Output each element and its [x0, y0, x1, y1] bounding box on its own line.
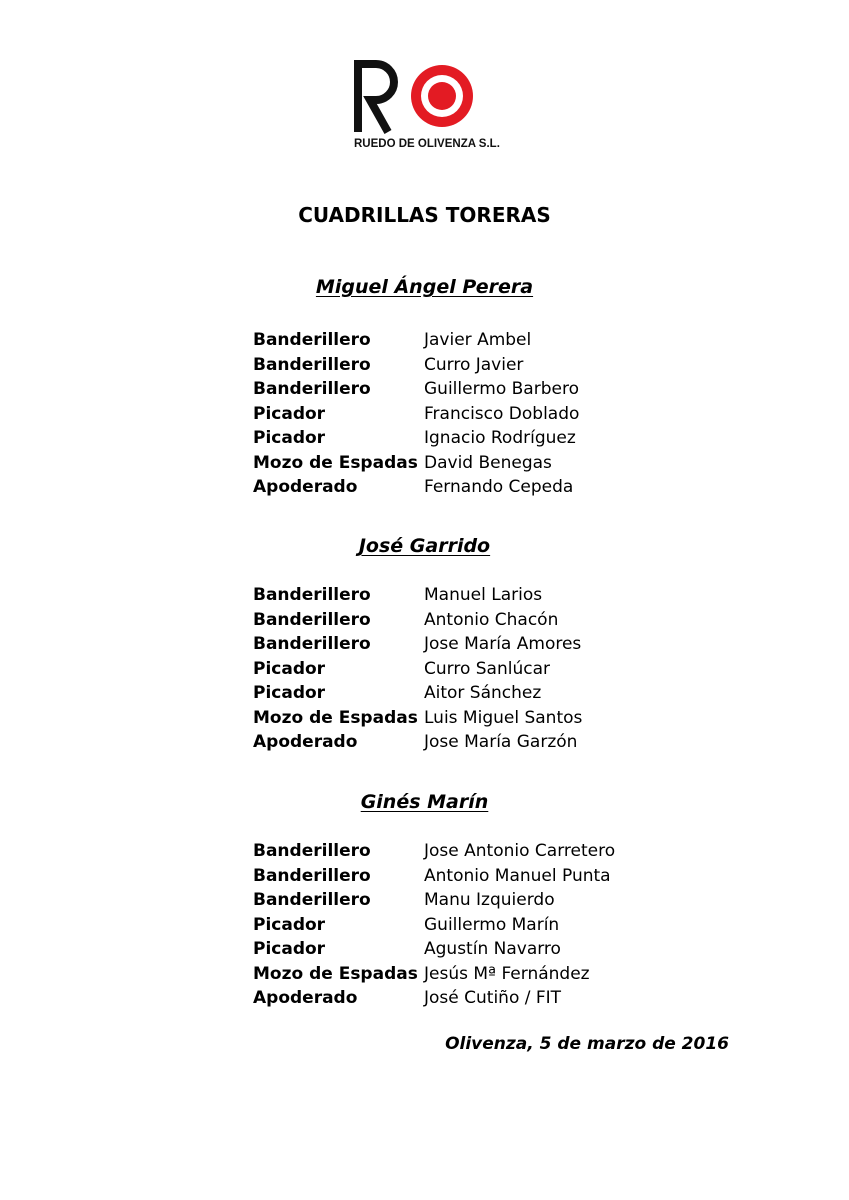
- member-name: Javier Ambel: [424, 330, 532, 350]
- list-item: [253, 937, 673, 962]
- member-role: Banderillero: [253, 585, 371, 605]
- member-name: Aitor Sánchez: [424, 683, 542, 703]
- list-item: [253, 426, 673, 451]
- member-name: Guillermo Marín: [424, 914, 560, 935]
- member-name: Antonio Manuel Punta: [424, 865, 611, 886]
- list-item: [253, 839, 673, 864]
- member-role: Banderillero: [253, 354, 371, 375]
- ruedo-ro-logo-icon: [354, 58, 484, 138]
- list-item: [253, 913, 673, 938]
- place-date-signoff: Olivenza, 5 de marzo de 2016: [445, 1034, 729, 1054]
- member-name: Jesús Mª Fernández: [424, 963, 590, 984]
- list-item: [253, 706, 673, 731]
- member-name: Francisco Doblado: [424, 403, 580, 424]
- member-name: Agustín Navarro: [424, 939, 561, 959]
- member-role: Picador: [253, 683, 326, 703]
- member-name: David Benegas: [424, 452, 552, 473]
- cuadrilla-list-garrido: [253, 583, 673, 755]
- member-name: Jose Antonio Carretero: [424, 841, 616, 861]
- member-role: Picador: [253, 428, 326, 448]
- member-name: Ignacio Rodríguez: [424, 428, 576, 448]
- list-item: [253, 986, 673, 1011]
- member-name: Jose María Garzón: [424, 732, 578, 752]
- list-item: [253, 657, 673, 682]
- list-item: [253, 402, 673, 427]
- member-role: Apoderado: [253, 732, 358, 752]
- member-role: Picador: [253, 914, 326, 935]
- member-name: Luis Miguel Santos: [424, 707, 583, 728]
- member-role: Apoderado: [253, 988, 358, 1008]
- list-item: [253, 632, 673, 657]
- list-item: [253, 451, 673, 476]
- list-item: [253, 864, 673, 889]
- matador-name-perera: Miguel Ángel Perera: [315, 276, 534, 298]
- member-role: Banderillero: [253, 609, 371, 630]
- member-role: Mozo de Espadas: [253, 707, 418, 728]
- list-item: [253, 475, 673, 500]
- member-name: Antonio Chacón: [424, 609, 559, 630]
- member-name: Manu Izquierdo: [424, 890, 555, 910]
- cuadrilla-list-marin: [253, 839, 673, 1011]
- matador-name-garrido: José Garrido: [358, 535, 491, 557]
- member-name: Manuel Larios: [424, 585, 543, 605]
- list-item: [253, 583, 673, 608]
- member-role: Banderillero: [253, 890, 371, 910]
- list-item: [253, 730, 673, 755]
- list-item: [253, 328, 673, 353]
- member-name: Curro Javier: [424, 354, 524, 375]
- member-role: Apoderado: [253, 477, 358, 497]
- member-name: José Cutiño / FIT: [424, 988, 562, 1008]
- list-item: [253, 888, 673, 913]
- member-role: Picador: [253, 658, 326, 679]
- member-role: Banderillero: [253, 379, 371, 399]
- member-role: Banderillero: [253, 330, 371, 350]
- list-item: [253, 353, 673, 378]
- member-role: Picador: [253, 403, 326, 424]
- member-role: Mozo de Espadas: [253, 963, 418, 984]
- cuadrilla-list-perera: [253, 328, 673, 500]
- document-title: CUADRILLAS TORERAS: [298, 203, 551, 227]
- matador-name-marin: Ginés Marín: [360, 791, 489, 813]
- list-item: [253, 377, 673, 402]
- list-item: [253, 681, 673, 706]
- member-role: Banderillero: [253, 634, 371, 654]
- company-name: RUEDO DE OLIVENZA S.L.: [354, 138, 500, 150]
- member-name: Guillermo Barbero: [424, 379, 579, 399]
- list-item: [253, 962, 673, 987]
- member-name: Curro Sanlúcar: [424, 658, 550, 679]
- member-role: Banderillero: [253, 841, 371, 861]
- list-item: [253, 608, 673, 633]
- member-name: Jose María Amores: [424, 634, 582, 654]
- member-role: Mozo de Espadas: [253, 452, 418, 473]
- member-name: Fernando Cepeda: [424, 477, 574, 497]
- member-role: Picador: [253, 939, 326, 959]
- member-role: Banderillero: [253, 865, 371, 886]
- company-logo: [354, 58, 500, 158]
